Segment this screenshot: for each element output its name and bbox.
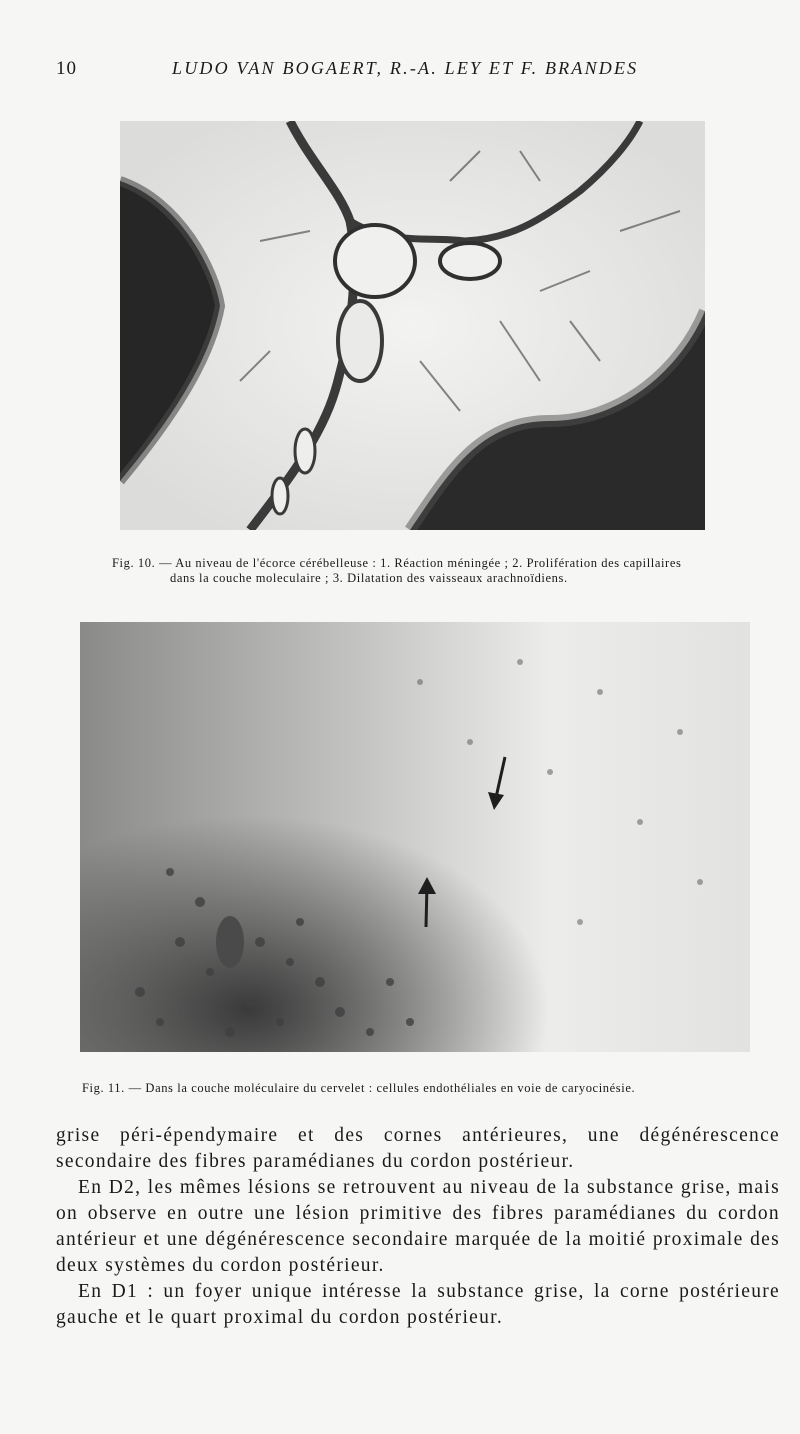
- micrograph-molecular-layer: [80, 622, 750, 1052]
- page-number: 10: [56, 58, 77, 79]
- figure-10-micrograph: [120, 121, 705, 530]
- page-header: [0, 58, 800, 86]
- figure-11-micrograph: [80, 622, 750, 1052]
- micrograph-cerebellar-cortex: [120, 121, 705, 530]
- paragraph-3: En D1 : un foyer unique intéresse la substance grise, la corne postérieure gauche et le quart proximal du cordon postérieur.: [56, 1281, 780, 1328]
- figure-10-caption-line1: Fig. 10. — Au niveau de l'écorce cérébelleuse : 1. Réaction méningée ; 2. Prolifération des capillaires: [112, 556, 682, 570]
- figure-10-caption-line2: dans la couche moleculaire ; 3. Dilatation des vaisseaux arachnoïdiens.: [170, 571, 568, 585]
- figure-10-caption: [112, 556, 780, 586]
- body-text: [56, 1123, 780, 1331]
- paragraph-2: En D2, les mêmes lésions se retrouvent au niveau de la substance grise, mais on observe en outre une lésion primitive des fibres paramédianes du cordon antérieur et une dégénérescence secondaire marquée de la moitié proximale des deux systèmes du cordon postérieur.: [56, 1177, 780, 1276]
- running-head: LUDO VAN BOGAERT, R.-A. LEY ET F. BRANDES: [172, 58, 639, 78]
- paragraph-1: grise péri-épendymaire et des cornes antérieures, une dégénérescence secondaire des fibres paramédianes du cordon postérieur.: [56, 1125, 780, 1172]
- figure-11-caption: Fig. 11. — Dans la couche moléculaire du cervelet : cellules endothéliales en voie de caryocinésie.: [82, 1081, 636, 1095]
